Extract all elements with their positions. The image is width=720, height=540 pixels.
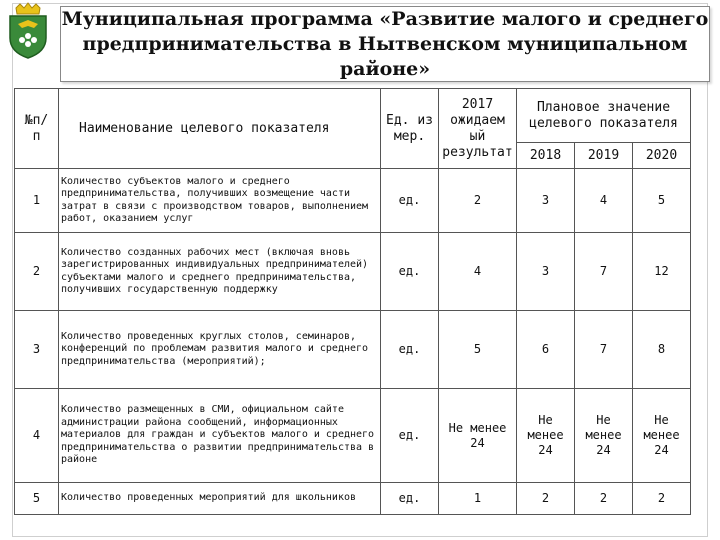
row-unit: ед. xyxy=(381,389,439,483)
row-expected: 4 xyxy=(439,233,517,311)
table-row xyxy=(15,233,691,311)
row-num: 4 xyxy=(15,389,59,483)
row-2020: 12 xyxy=(633,233,691,311)
row-2019: Не менее 24 xyxy=(575,389,633,483)
header-unit: Ед. из мер. xyxy=(381,89,439,169)
row-num: 2 xyxy=(15,233,59,311)
row-name: Количество субъектов малого и среднего предпринимательства, получивших возмещение части затрат в связи с производством товаров, выполнением работ, оказанием услуг xyxy=(59,169,381,233)
row-2018: 6 xyxy=(517,311,575,389)
title-line-1: Муниципальная программа «Развитие малого и среднего xyxy=(61,7,709,30)
row-2018: 2 xyxy=(517,483,575,515)
row-2018: 3 xyxy=(517,169,575,233)
row-2019: 2 xyxy=(575,483,633,515)
row-2020: 8 xyxy=(633,311,691,389)
row-expected: 2 xyxy=(439,169,517,233)
row-unit: ед. xyxy=(381,233,439,311)
row-2020: Не менее 24 xyxy=(633,389,691,483)
row-2018: 3 xyxy=(517,233,575,311)
header-name: Наименование целевого показателя xyxy=(59,89,381,169)
table-row xyxy=(15,389,691,483)
row-name: Количество размещенных в СМИ, официальном сайте администрации района сообщений, информационных материалов для граждан и субъектов малого и среднего предпринимательства о развитии предпринимательства в районе xyxy=(59,389,381,483)
row-unit: ед. xyxy=(381,311,439,389)
row-2019: 4 xyxy=(575,169,633,233)
table-row xyxy=(15,483,691,515)
row-2019: 7 xyxy=(575,311,633,389)
header-year-2018: 2018 xyxy=(517,143,575,169)
page-title xyxy=(60,6,710,82)
row-expected: 1 xyxy=(439,483,517,515)
indicators-table xyxy=(14,88,691,515)
header-num: №п/ п xyxy=(15,89,59,169)
row-name: Количество созданных рабочих мест (включая вновь зарегистрированных индивидуальных предпринимателей) субъектами малого и среднего предпринимательства, получивших государственную поддержку xyxy=(59,233,381,311)
header-year-2020: 2020 xyxy=(633,143,691,169)
row-num: 3 xyxy=(15,311,59,389)
row-expected: 5 xyxy=(439,311,517,389)
row-num: 1 xyxy=(15,169,59,233)
row-2020: 5 xyxy=(633,169,691,233)
row-2019: 7 xyxy=(575,233,633,311)
row-2018: Не менее 24 xyxy=(517,389,575,483)
header-expected: 2017 ожидаем ый результат xyxy=(439,89,517,169)
header-plan: Плановое значение целевого показателя xyxy=(517,89,691,143)
table-row xyxy=(15,169,691,233)
coat-of-arms-icon xyxy=(6,2,50,60)
row-name: Количество проведенных круглых столов, семинаров, конференций по проблемам развития малого и среднего предпринимательства (мероприятий); xyxy=(59,311,381,389)
table-row xyxy=(15,311,691,389)
header-year-2019: 2019 xyxy=(575,143,633,169)
row-name: Количество проведенных мероприятий для школьников xyxy=(59,483,381,515)
row-num: 5 xyxy=(15,483,59,515)
row-unit: ед. xyxy=(381,483,439,515)
row-unit: ед. xyxy=(381,169,439,233)
row-expected: Не менее 24 xyxy=(439,389,517,483)
title-line-2: предпринимательства в Нытвенском муниципальном районе» xyxy=(82,32,688,80)
row-2020: 2 xyxy=(633,483,691,515)
